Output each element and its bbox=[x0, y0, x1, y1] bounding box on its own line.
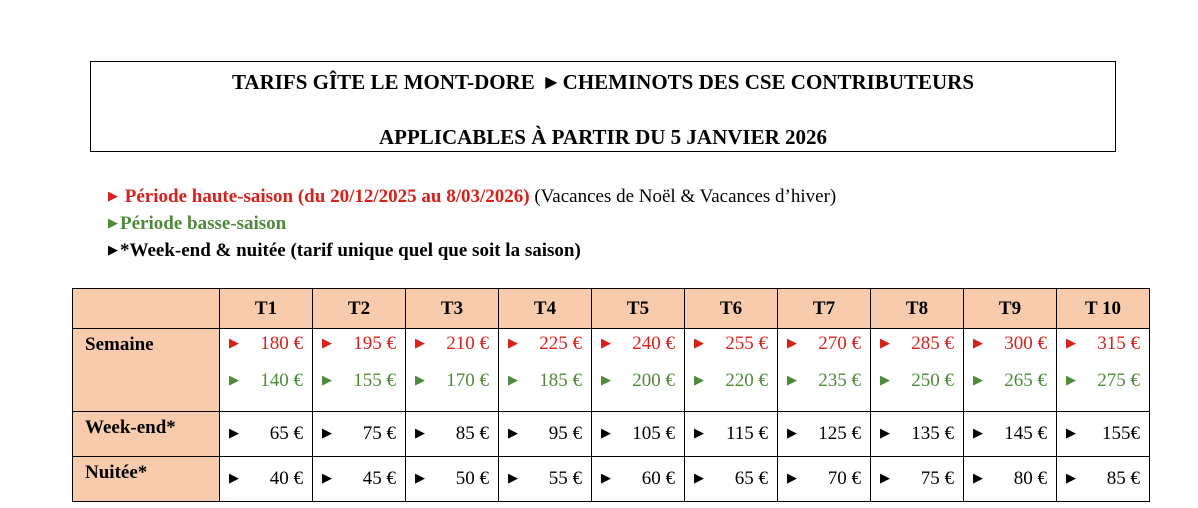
price-cell-weekend bbox=[871, 412, 964, 457]
triangle-right-icon: ▶ bbox=[694, 335, 704, 350]
triangle-right-icon: ▶ bbox=[601, 425, 611, 440]
price-cell-semaine bbox=[220, 329, 313, 412]
price-cell-nuitee bbox=[220, 457, 313, 502]
triangle-right-icon: ▶ bbox=[322, 470, 332, 485]
column-header: T2 bbox=[313, 289, 406, 329]
price-cell-nuitee bbox=[871, 457, 964, 502]
triangle-right-icon: ▶ bbox=[229, 372, 239, 387]
price-cell-weekend bbox=[499, 412, 592, 457]
price-line bbox=[880, 468, 963, 490]
triangle-right-icon: ▶ bbox=[973, 425, 983, 440]
price-value: 95 € bbox=[548, 423, 582, 444]
triangle-right-icon: ▶ bbox=[322, 372, 332, 387]
price-value: 300 € bbox=[1004, 333, 1047, 354]
triangle-right-icon: ▶ bbox=[229, 425, 239, 440]
price-value: 75 € bbox=[362, 423, 396, 444]
price-line bbox=[415, 468, 498, 490]
column-header: T4 bbox=[499, 289, 592, 329]
price-value: 65 € bbox=[734, 468, 768, 489]
column-header: T7 bbox=[778, 289, 871, 329]
price-cell-semaine bbox=[499, 329, 592, 412]
price-line bbox=[415, 333, 498, 355]
price-value: 45 € bbox=[362, 468, 396, 489]
price-line bbox=[415, 423, 498, 445]
price-line bbox=[787, 333, 870, 355]
title-cheminots: CHEMINOTS DES CSE CONTRIBUTEURS bbox=[562, 70, 975, 94]
column-header: T3 bbox=[406, 289, 499, 329]
triangle-right-icon: ▶ bbox=[508, 335, 518, 350]
price-line bbox=[1066, 468, 1149, 490]
price-value: 250 € bbox=[911, 370, 954, 391]
triangle-right-icon: ▶ bbox=[694, 372, 704, 387]
price-line bbox=[508, 333, 591, 355]
price-value: 210 € bbox=[446, 333, 489, 354]
price-cell-semaine bbox=[685, 329, 778, 412]
price-cell-semaine bbox=[778, 329, 871, 412]
price-line bbox=[973, 333, 1056, 355]
price-cell-semaine bbox=[313, 329, 406, 412]
triangle-right-icon: ▶ bbox=[229, 470, 239, 485]
triangle-right-icon: ▶ bbox=[601, 470, 611, 485]
price-value: 65 € bbox=[269, 423, 303, 444]
price-line bbox=[229, 370, 312, 392]
triangle-right-icon: ▶ bbox=[108, 215, 118, 230]
legend-haute-label: Période haute-saison (du 20/12/2025 au 8/03/2026) bbox=[124, 186, 530, 207]
price-line bbox=[601, 333, 684, 355]
triangle-right-icon: ▶ bbox=[787, 425, 797, 440]
triangle-right-icon: ▶ bbox=[1066, 470, 1076, 485]
price-line bbox=[973, 370, 1056, 392]
price-line bbox=[973, 423, 1056, 445]
legend-haute-saison bbox=[108, 186, 836, 208]
price-line bbox=[322, 333, 405, 355]
triangle-right-icon: ▶ bbox=[601, 335, 611, 350]
price-line bbox=[322, 370, 405, 392]
price-value: 195 € bbox=[353, 333, 396, 354]
price-cell-nuitee bbox=[685, 457, 778, 502]
column-header: T8 bbox=[871, 289, 964, 329]
price-line bbox=[322, 423, 405, 445]
table-row-nuitee bbox=[73, 457, 1150, 502]
price-cell-semaine bbox=[964, 329, 1057, 412]
price-value: 70 € bbox=[827, 468, 861, 489]
legend-basse-label: Période basse-saison bbox=[120, 213, 287, 234]
price-line bbox=[880, 370, 963, 392]
triangle-right-icon: ▶ bbox=[108, 242, 118, 257]
triangle-right-icon: ▶ bbox=[545, 74, 558, 92]
price-value: 75 € bbox=[920, 468, 954, 489]
triangle-right-icon: ▶ bbox=[787, 470, 797, 485]
price-value: 235 € bbox=[818, 370, 861, 391]
legend-weekend-label: *Week-end & nuitée (tarif unique quel que soit la saison) bbox=[120, 240, 581, 261]
table-corner bbox=[73, 289, 220, 329]
price-value: 145 € bbox=[1004, 423, 1047, 444]
triangle-right-icon: ▶ bbox=[508, 425, 518, 440]
triangle-right-icon: ▶ bbox=[694, 470, 704, 485]
price-line bbox=[880, 333, 963, 355]
triangle-right-icon: ▶ bbox=[1066, 425, 1076, 440]
triangle-right-icon: ▶ bbox=[880, 425, 890, 440]
price-cell-weekend bbox=[406, 412, 499, 457]
price-value: 185 € bbox=[539, 370, 582, 391]
price-value: 180 € bbox=[260, 333, 303, 354]
triangle-right-icon: ▶ bbox=[322, 335, 332, 350]
legend-haute-note: (Vacances de Noël & Vacances d’hiver) bbox=[534, 186, 837, 207]
price-value: 60 € bbox=[641, 468, 675, 489]
title-line-2: APPLICABLES À PARTIR DU 5 JANVIER 2026 bbox=[378, 125, 828, 149]
price-value: 220 € bbox=[725, 370, 768, 391]
column-header: T9 bbox=[964, 289, 1057, 329]
price-cell-nuitee bbox=[778, 457, 871, 502]
triangle-right-icon: ▶ bbox=[1066, 335, 1076, 350]
price-value: 225 € bbox=[539, 333, 582, 354]
title-gite: TARIFS GÎTE LE MONT-DORE bbox=[231, 70, 535, 94]
row-label-semaine: Semaine bbox=[73, 329, 220, 412]
price-cell-weekend bbox=[778, 412, 871, 457]
price-line bbox=[694, 370, 777, 392]
column-header: T1 bbox=[220, 289, 313, 329]
price-value: 255 € bbox=[725, 333, 768, 354]
price-line bbox=[415, 370, 498, 392]
price-cell-weekend bbox=[1057, 412, 1150, 457]
price-value: 270 € bbox=[818, 333, 861, 354]
title-box bbox=[90, 61, 1116, 152]
price-line bbox=[694, 468, 777, 490]
triangle-right-icon: ▶ bbox=[415, 335, 425, 350]
tarifs-table bbox=[72, 288, 1150, 502]
triangle-right-icon: ▶ bbox=[1066, 372, 1076, 387]
legend-basse-saison bbox=[108, 213, 286, 235]
price-line bbox=[787, 423, 870, 445]
triangle-right-icon: ▶ bbox=[973, 335, 983, 350]
triangle-right-icon: ▶ bbox=[880, 335, 890, 350]
price-line bbox=[601, 468, 684, 490]
price-line bbox=[229, 333, 312, 355]
price-line bbox=[1066, 333, 1149, 355]
row-label-weekend: Week-end* bbox=[73, 412, 220, 457]
price-value: 315 € bbox=[1097, 333, 1140, 354]
price-value: 85 € bbox=[1106, 468, 1140, 489]
column-header: T5 bbox=[592, 289, 685, 329]
price-cell-semaine bbox=[592, 329, 685, 412]
price-line bbox=[880, 423, 963, 445]
price-cell-nuitee bbox=[313, 457, 406, 502]
price-value: 285 € bbox=[911, 333, 954, 354]
price-value: 115 € bbox=[725, 423, 768, 444]
price-line bbox=[1066, 370, 1149, 392]
price-line bbox=[1066, 423, 1149, 445]
price-value: 140 € bbox=[260, 370, 303, 391]
price-value: 125 € bbox=[818, 423, 861, 444]
table-row-semaine bbox=[73, 329, 1150, 412]
price-value: 240 € bbox=[632, 333, 675, 354]
price-value: 155€ bbox=[1102, 423, 1140, 444]
price-value: 55 € bbox=[548, 468, 582, 489]
triangle-right-icon: ▶ bbox=[601, 372, 611, 387]
title-line-1 bbox=[91, 70, 1115, 95]
triangle-right-icon: ▶ bbox=[415, 425, 425, 440]
row-label-nuitee: Nuitée* bbox=[73, 457, 220, 502]
price-line bbox=[694, 333, 777, 355]
price-value: 40 € bbox=[269, 468, 303, 489]
price-value: 155 € bbox=[353, 370, 396, 391]
price-cell-nuitee bbox=[406, 457, 499, 502]
price-line bbox=[322, 468, 405, 490]
price-value: 265 € bbox=[1004, 370, 1047, 391]
price-line bbox=[601, 423, 684, 445]
price-cell-weekend bbox=[592, 412, 685, 457]
triangle-right-icon: ▶ bbox=[415, 372, 425, 387]
price-line bbox=[601, 370, 684, 392]
table-row-weekend bbox=[73, 412, 1150, 457]
triangle-right-icon: ▶ bbox=[880, 372, 890, 387]
price-value: 85 € bbox=[455, 423, 489, 444]
price-value: 170 € bbox=[446, 370, 489, 391]
triangle-right-icon: ▶ bbox=[787, 335, 797, 350]
price-cell-semaine bbox=[871, 329, 964, 412]
table-header-row bbox=[73, 289, 1150, 329]
price-line bbox=[787, 468, 870, 490]
price-value: 50 € bbox=[455, 468, 489, 489]
price-cell-semaine bbox=[1057, 329, 1150, 412]
price-cell-nuitee bbox=[592, 457, 685, 502]
legend-weekend bbox=[108, 240, 581, 262]
price-cell-weekend bbox=[964, 412, 1057, 457]
triangle-right-icon: ▶ bbox=[322, 425, 332, 440]
triangle-right-icon: ▶ bbox=[108, 188, 118, 203]
column-header: T6 bbox=[685, 289, 778, 329]
price-cell-nuitee bbox=[1057, 457, 1150, 502]
column-header: T 10 bbox=[1057, 289, 1150, 329]
triangle-right-icon: ▶ bbox=[694, 425, 704, 440]
price-cell-semaine bbox=[406, 329, 499, 412]
price-line bbox=[229, 423, 312, 445]
triangle-right-icon: ▶ bbox=[787, 372, 797, 387]
price-line bbox=[229, 468, 312, 490]
price-line bbox=[787, 370, 870, 392]
price-value: 105 € bbox=[632, 423, 675, 444]
price-cell-weekend bbox=[313, 412, 406, 457]
price-line bbox=[508, 370, 591, 392]
price-line bbox=[508, 468, 591, 490]
price-value: 80 € bbox=[1013, 468, 1047, 489]
triangle-right-icon: ▶ bbox=[415, 470, 425, 485]
price-cell-weekend bbox=[685, 412, 778, 457]
price-value: 200 € bbox=[632, 370, 675, 391]
price-line bbox=[508, 423, 591, 445]
triangle-right-icon: ▶ bbox=[880, 470, 890, 485]
price-line bbox=[973, 468, 1056, 490]
price-cell-weekend bbox=[220, 412, 313, 457]
triangle-right-icon: ▶ bbox=[229, 335, 239, 350]
price-line bbox=[694, 423, 777, 445]
triangle-right-icon: ▶ bbox=[508, 470, 518, 485]
triangle-right-icon: ▶ bbox=[973, 372, 983, 387]
price-value: 275 € bbox=[1097, 370, 1140, 391]
price-cell-nuitee bbox=[499, 457, 592, 502]
triangle-right-icon: ▶ bbox=[973, 470, 983, 485]
price-cell-nuitee bbox=[964, 457, 1057, 502]
price-value: 135 € bbox=[911, 423, 954, 444]
triangle-right-icon: ▶ bbox=[508, 372, 518, 387]
